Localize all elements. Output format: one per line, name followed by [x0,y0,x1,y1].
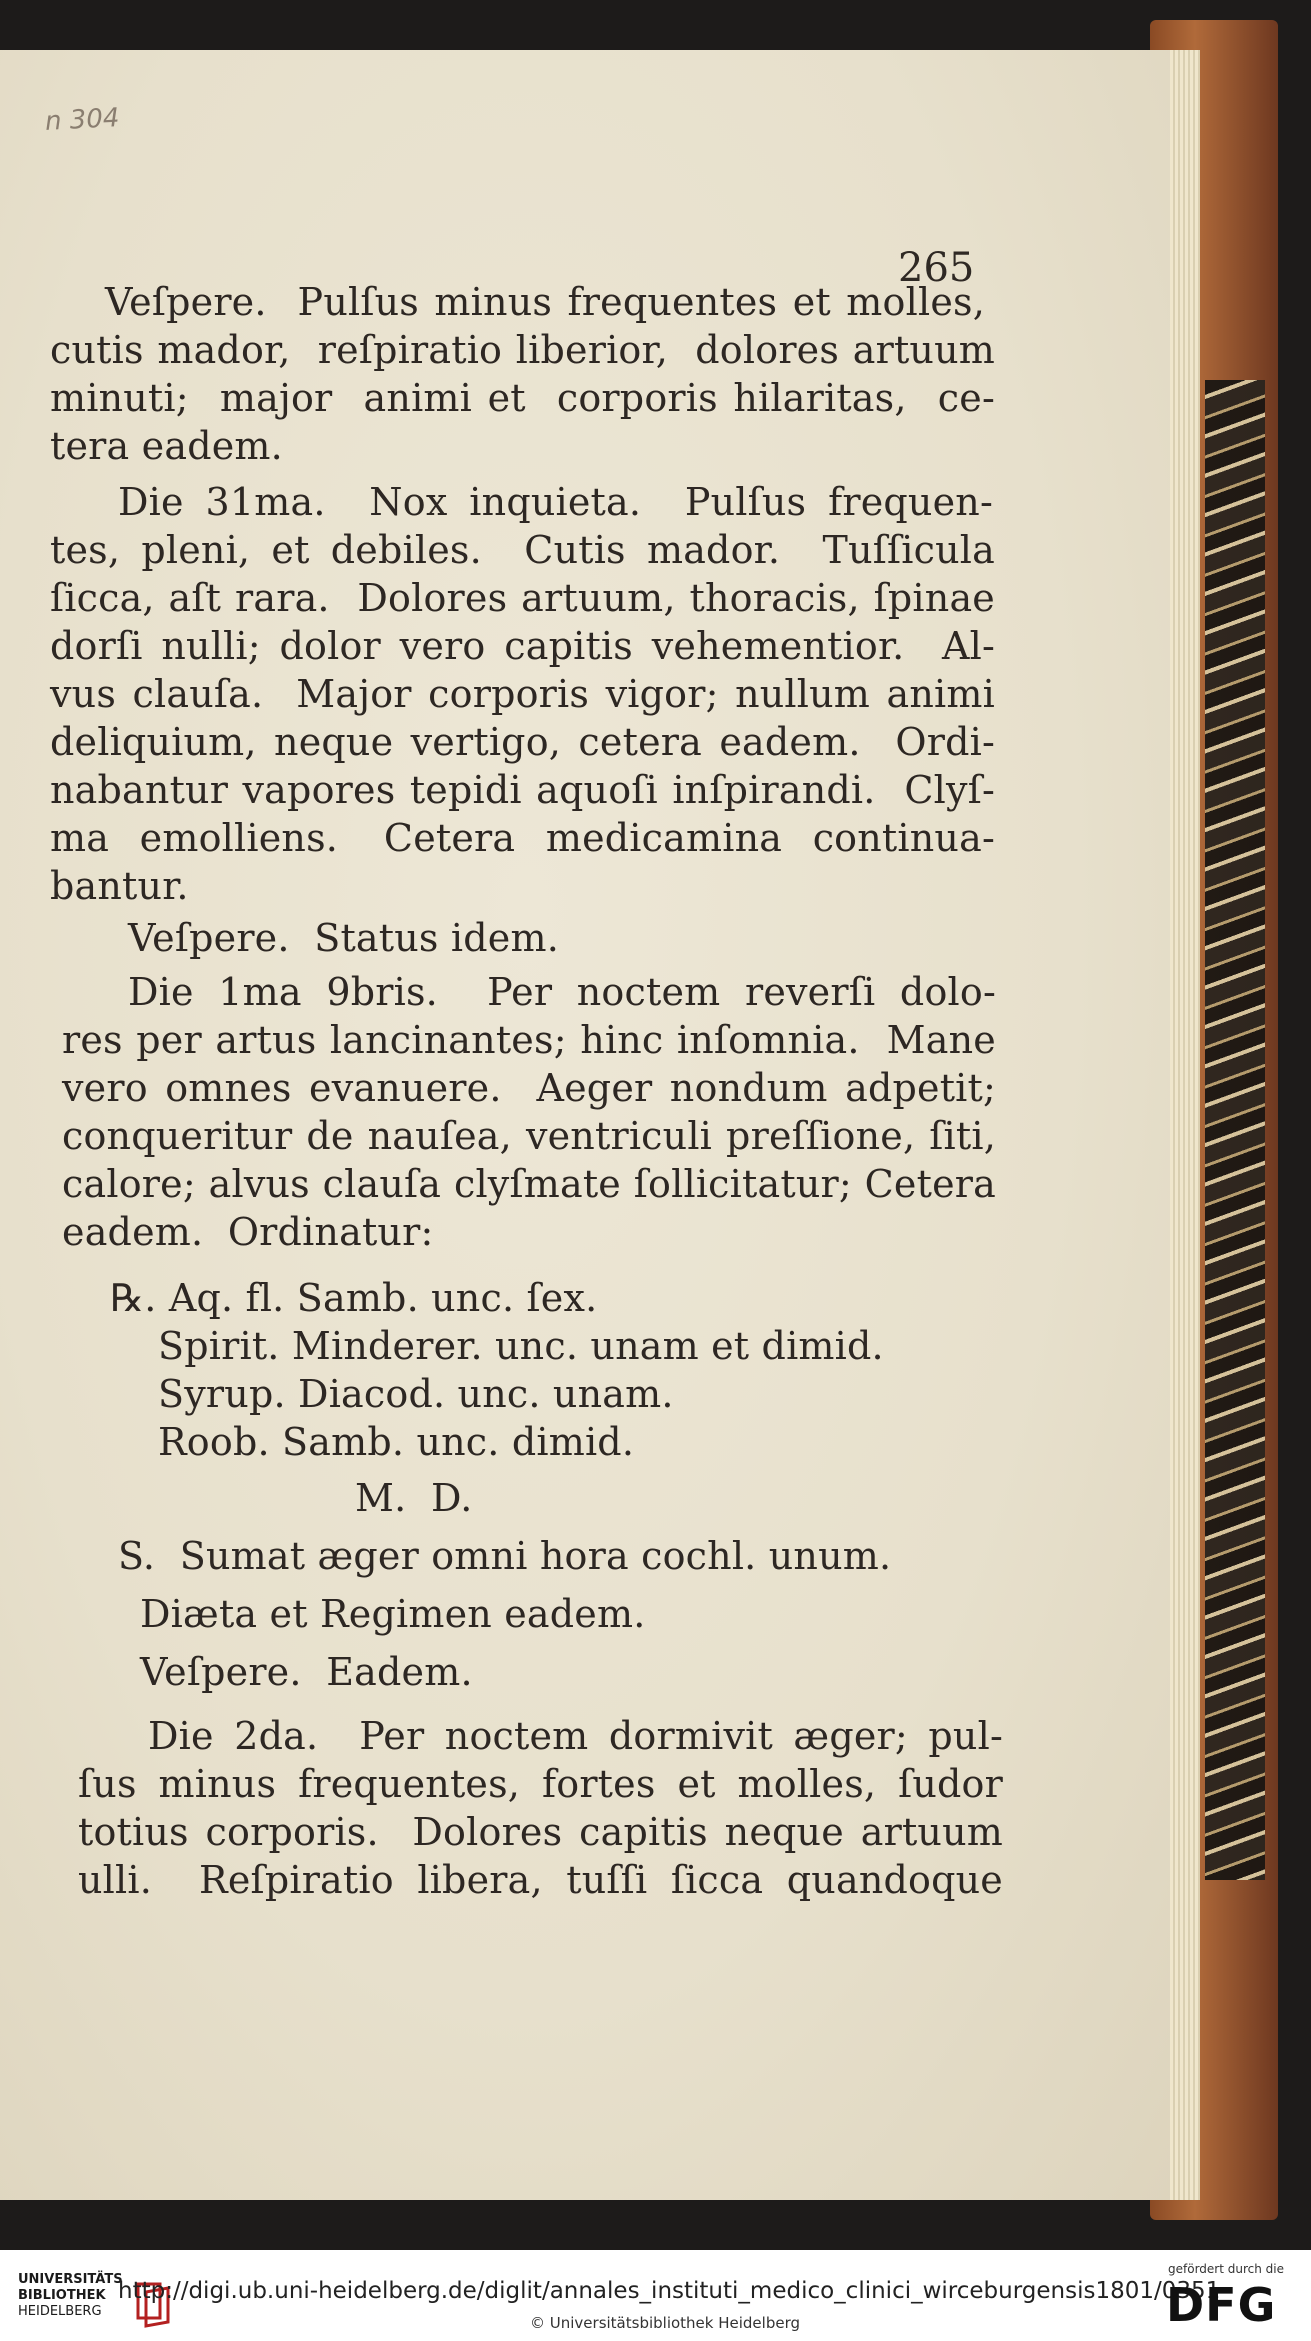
document-url-link[interactable]: http://digi.ub.uni-heidelberg.de/diglit/annales_instituti_medico_clinici_wirceburgensis1801/0351 [118,2278,1221,2304]
text-line: cutis mador, reſpiratio liberior, dolores artuum [50,328,995,372]
text-line: ſus minus frequentes, fortes et molles, ſudor [78,1762,1003,1806]
text-line: tes, pleni, et debiles. Cutis mador. Tuſſicula [50,528,995,572]
funding-note: gefördert durch die [1168,2262,1284,2276]
text-line: res per artus lancinantes; hinc inſomnia. Mane [62,1018,996,1062]
text-line: bantur. [50,864,189,908]
viewer-footer [0,2250,1311,2341]
text-line: tera eadem. [50,424,283,468]
pencil-annotation: n 304 [44,103,121,137]
text-line: ſicca, aſt rara. Dolores artuum, thoracis, ſpinae [50,576,995,620]
text-line: vero omnes evanuere. Aeger nondum adpetit; [62,1066,996,1110]
book-page [0,50,1170,2200]
text-line: dorſi nulli; dolor vero capitis vehementior. Al- [50,624,995,668]
text-line: Die 31ma. Nox inquieta. Pulſus frequen- [118,480,993,524]
text-line: ulli. Reſpiratio libera, tuſſi ſicca quandoque [78,1858,1003,1902]
text-line: Veſpere. Eadem. [140,1650,473,1694]
text-line: Veſpere. Pulſus minus frequentes et molles, [105,280,985,324]
text-line: conqueritur de nauſea, ventriculi preſſione, ſiti, [62,1114,996,1158]
text-line: totius corporis. Dolores capitis neque artuum [78,1810,1003,1854]
text-line: minuti; major animi et corporis hilaritas, ce- [50,376,995,420]
marbled-endpaper [1205,380,1265,1880]
text-line: eadem. Ordinatur: [62,1210,434,1254]
text-line: Diæta et Regimen eadem. [140,1592,646,1636]
text-line: Veſpere. Status idem. [128,916,559,960]
text-line: Die 2da. Per noctem dormivit æger; pul- [148,1714,1003,1758]
text-line: deliquium, neque vertigo, cetera eadem. Ordi- [50,720,995,764]
text-line: ma emolliens. Cetera medicamina continua- [50,816,995,860]
prescription-line: ℞. Aq. fl. Samb. unc. ſex. [110,1276,598,1320]
prescription-line: M. D. [355,1476,473,1520]
prescription-line: S. Sumat æger omni hora cochl. unum. [118,1534,892,1578]
library-name-line: HEIDELBERG [18,2304,102,2319]
text-line: nabantur vapores tepidi aquoſi inſpirandi. Clyſ- [50,768,995,812]
library-name-line: BIBLIOTHEK [18,2288,106,2303]
page-number: 265 [898,245,975,291]
copyright-notice: © Universitätsbibliothek Heidelberg [530,2314,801,2332]
prescription-line: Roob. Samb. unc. dimid. [158,1420,635,1464]
library-name [18,2272,123,2320]
prescription-line: Spirit. Minderer. unc. unam et dimid. [158,1324,884,1368]
dfg-logo: DFG [1166,2278,1277,2332]
text-line: calore; alvus clauſa clyſmate ſollicitatur; Cetera [62,1162,996,1206]
text-line: vus clauſa. Major corporis vigor; nullum animi [50,672,995,716]
prescription-line: Syrup. Diacod. unc. unam. [158,1372,674,1416]
text-line: Die 1ma 9bris. Per noctem reverſi dolo- [128,970,996,1014]
library-name-line: UNIVERSITÄTS [18,2272,123,2287]
